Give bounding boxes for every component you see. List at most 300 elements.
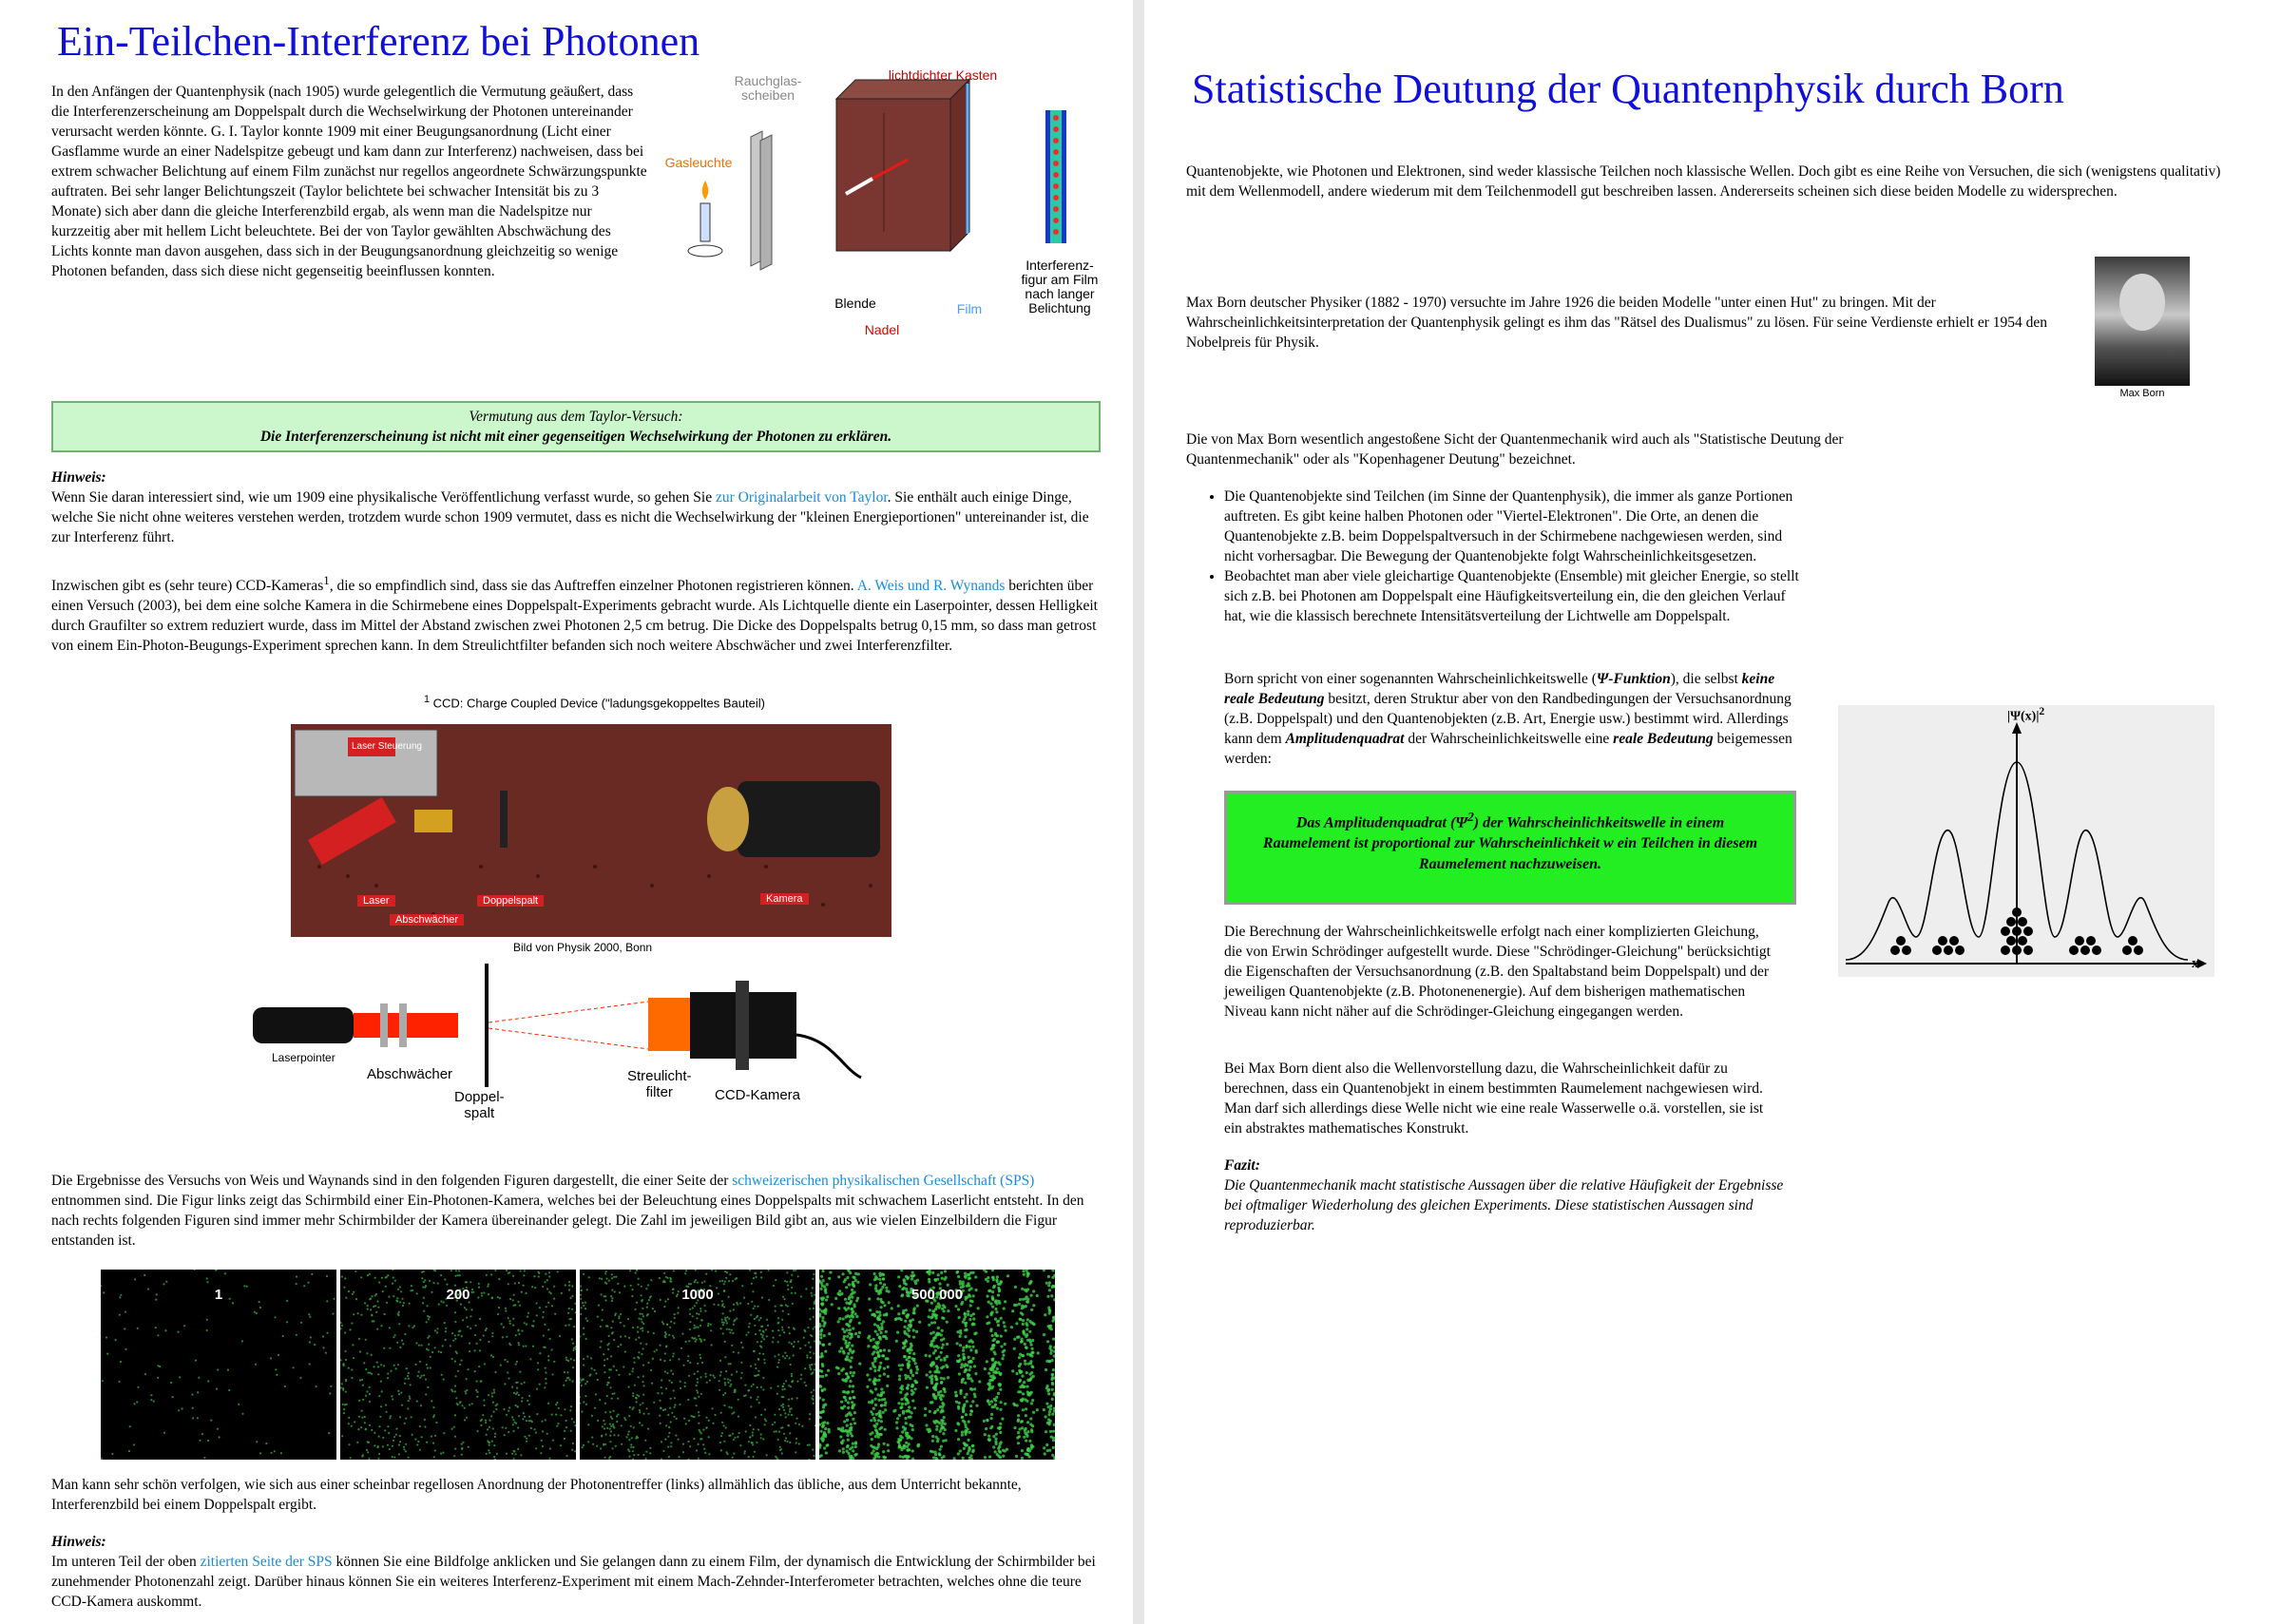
photon-hit bbox=[906, 1387, 909, 1390]
photon-hit bbox=[977, 1307, 980, 1309]
photon-hit bbox=[583, 1444, 585, 1446]
photon-hit bbox=[880, 1404, 883, 1406]
photon-hit bbox=[105, 1336, 107, 1338]
photon-hit bbox=[612, 1423, 614, 1425]
photon-hit bbox=[604, 1411, 606, 1413]
photon-hit bbox=[566, 1377, 568, 1379]
photon-hit bbox=[545, 1378, 546, 1380]
photon-hit bbox=[631, 1437, 633, 1439]
photon-hit bbox=[748, 1456, 750, 1458]
photon-hit bbox=[642, 1394, 644, 1396]
photon-hit bbox=[493, 1391, 495, 1393]
photon-hit bbox=[998, 1450, 1001, 1453]
photon-hit bbox=[837, 1372, 840, 1375]
photon-hit bbox=[348, 1443, 350, 1445]
photon-hit bbox=[733, 1324, 735, 1326]
photon-hit bbox=[541, 1421, 543, 1423]
photon-hit bbox=[199, 1440, 201, 1442]
photon-hit bbox=[853, 1371, 855, 1374]
photon-hit bbox=[898, 1375, 901, 1378]
photon-hit bbox=[814, 1340, 815, 1342]
photon-hit bbox=[968, 1346, 971, 1348]
photon-hit bbox=[908, 1405, 910, 1408]
photon-hit bbox=[785, 1416, 787, 1418]
photon-hit bbox=[508, 1377, 509, 1379]
photon-hit bbox=[957, 1308, 960, 1310]
photon-hit bbox=[276, 1374, 278, 1376]
photon-hit bbox=[840, 1401, 843, 1404]
photon-hit bbox=[853, 1404, 855, 1406]
photon-hit bbox=[990, 1386, 993, 1389]
photon-hit bbox=[1047, 1307, 1050, 1309]
photon-hit bbox=[844, 1399, 847, 1402]
photon-hit bbox=[593, 1369, 595, 1371]
photon-hit bbox=[434, 1270, 436, 1271]
photon-hit bbox=[960, 1366, 963, 1368]
photon-hit bbox=[809, 1366, 811, 1368]
photon-hit bbox=[1029, 1354, 1032, 1357]
photon-hit bbox=[758, 1352, 760, 1354]
photon-hit bbox=[900, 1398, 903, 1401]
photon-hit bbox=[795, 1423, 796, 1424]
photon-hit bbox=[710, 1329, 712, 1331]
photon-hit bbox=[848, 1325, 851, 1328]
candle-holder bbox=[688, 245, 722, 257]
photon-hit bbox=[875, 1310, 878, 1313]
photon-hit bbox=[873, 1456, 876, 1459]
photon-hit bbox=[572, 1343, 574, 1345]
photon-hit bbox=[719, 1389, 720, 1391]
photon-hit bbox=[642, 1381, 643, 1383]
photon-hit bbox=[528, 1435, 530, 1437]
photon-hit bbox=[719, 1280, 721, 1282]
sps-link[interactable]: schweizerischen physikalischen Gesellschaft (SPS) bbox=[732, 1173, 1035, 1189]
photon-hit bbox=[842, 1349, 845, 1352]
photon-hit bbox=[604, 1457, 606, 1459]
photon-hit bbox=[476, 1380, 478, 1382]
photon-hit bbox=[878, 1366, 881, 1369]
photon-hit bbox=[784, 1412, 786, 1414]
photon-hit bbox=[824, 1309, 827, 1312]
photon-hit bbox=[687, 1459, 689, 1460]
photon-hit bbox=[878, 1278, 881, 1281]
photon-hit bbox=[828, 1428, 831, 1431]
photon-hit bbox=[580, 1382, 581, 1384]
photon-hit bbox=[599, 1399, 601, 1401]
photon-hit bbox=[971, 1400, 974, 1403]
photon-hit bbox=[340, 1359, 342, 1361]
photon-hit bbox=[926, 1386, 929, 1389]
photon-hit bbox=[609, 1428, 611, 1430]
photon-hit bbox=[351, 1377, 353, 1379]
photon-hit bbox=[435, 1422, 437, 1423]
photon-hit bbox=[760, 1276, 762, 1278]
photon-hit bbox=[785, 1437, 787, 1439]
photon-hit bbox=[191, 1393, 193, 1395]
weis-wynands-link[interactable]: A. Weis und R. Wynands bbox=[856, 578, 1006, 595]
photon-hit bbox=[580, 1403, 581, 1404]
photon-hit bbox=[972, 1317, 975, 1320]
abschwaecher-block bbox=[414, 810, 452, 832]
photon-hit bbox=[764, 1418, 766, 1420]
photon-hit bbox=[1053, 1409, 1055, 1412]
photon-hit bbox=[454, 1338, 456, 1340]
photon-hit bbox=[210, 1420, 212, 1422]
photon-hit bbox=[1048, 1311, 1051, 1314]
photon-hit bbox=[470, 1281, 471, 1283]
photon-hit bbox=[841, 1378, 844, 1381]
photon-hit bbox=[824, 1427, 827, 1430]
photon-hit bbox=[752, 1431, 754, 1433]
photon-hit bbox=[908, 1356, 910, 1359]
photon-hit bbox=[157, 1334, 159, 1336]
graph-x-label: x bbox=[2192, 956, 2199, 971]
photon-hit bbox=[957, 1354, 960, 1357]
photon-hit bbox=[852, 1449, 854, 1452]
photon-hit bbox=[826, 1444, 829, 1447]
photon-hit bbox=[666, 1324, 668, 1326]
photon-hit bbox=[722, 1324, 724, 1326]
photon-hit bbox=[777, 1439, 779, 1441]
photon-hit bbox=[465, 1390, 467, 1392]
photon-hit bbox=[638, 1351, 640, 1353]
photon-hit bbox=[195, 1360, 197, 1362]
photon-hit bbox=[991, 1334, 994, 1337]
photon-hit bbox=[853, 1422, 856, 1424]
photon-hit bbox=[457, 1404, 459, 1405]
probability-graph-drawing bbox=[1838, 705, 2214, 977]
interference-dot bbox=[1053, 172, 1059, 178]
photon-hit bbox=[724, 1382, 726, 1384]
photon-hit bbox=[991, 1339, 994, 1342]
photon-hit bbox=[1028, 1440, 1031, 1442]
photon-hit bbox=[814, 1327, 815, 1328]
photon-hit bbox=[936, 1278, 939, 1281]
photon-hit bbox=[378, 1453, 380, 1455]
photon-hit bbox=[1013, 1304, 1016, 1307]
photon-hit bbox=[201, 1433, 203, 1435]
photon-hit bbox=[846, 1355, 849, 1358]
photon-hit bbox=[738, 1399, 739, 1401]
photon-hit bbox=[361, 1417, 363, 1419]
photon-hit bbox=[846, 1424, 849, 1427]
photon-hit bbox=[1025, 1414, 1027, 1417]
photon-hit bbox=[760, 1347, 762, 1348]
photon-hit bbox=[866, 1373, 869, 1376]
photon-hit bbox=[757, 1359, 759, 1361]
photon-hit bbox=[703, 1448, 705, 1450]
taylor-original-link[interactable]: zur Originalarbeit von Taylor bbox=[715, 489, 888, 506]
photon-hit bbox=[454, 1321, 456, 1323]
photon-hit bbox=[992, 1435, 995, 1438]
photon-dot bbox=[2018, 936, 2027, 946]
photon-hit bbox=[664, 1439, 666, 1441]
photon-hit bbox=[899, 1391, 902, 1394]
photon-hit bbox=[819, 1325, 822, 1328]
photon-hit bbox=[367, 1274, 369, 1276]
photon-hit bbox=[506, 1414, 508, 1416]
photon-hit bbox=[954, 1305, 957, 1308]
photon-hit bbox=[1021, 1399, 1024, 1402]
photon-hit bbox=[907, 1402, 910, 1404]
photon-hit bbox=[745, 1430, 747, 1432]
photon-hit bbox=[596, 1445, 598, 1447]
photon-hit bbox=[274, 1450, 276, 1452]
photon-hit bbox=[377, 1307, 379, 1309]
photon-hit bbox=[511, 1416, 513, 1418]
photon-hit bbox=[994, 1438, 997, 1441]
photon-hit bbox=[829, 1271, 832, 1273]
photon-hit bbox=[821, 1363, 824, 1366]
photon-hit bbox=[704, 1373, 706, 1375]
photon-hit bbox=[1051, 1413, 1054, 1416]
photon-hit bbox=[933, 1321, 936, 1324]
photon-hit bbox=[914, 1282, 917, 1285]
photon-hit bbox=[632, 1367, 634, 1369]
photon-hit bbox=[491, 1395, 493, 1397]
photon-hit bbox=[647, 1331, 649, 1333]
photon-hit bbox=[813, 1308, 815, 1309]
photon-hit bbox=[760, 1414, 762, 1416]
photon-hit bbox=[941, 1316, 944, 1319]
photon-hit bbox=[810, 1334, 812, 1336]
photon-hit bbox=[651, 1383, 653, 1385]
photon-hit bbox=[680, 1381, 681, 1383]
photon-hit bbox=[797, 1341, 799, 1343]
photon-hit bbox=[722, 1312, 724, 1314]
photon-hit bbox=[519, 1371, 521, 1373]
photon-hit bbox=[689, 1321, 691, 1323]
photon-hit bbox=[436, 1328, 438, 1329]
photon-hit bbox=[930, 1316, 932, 1319]
photon-hit bbox=[402, 1343, 404, 1345]
photo-label-laser: Laser bbox=[357, 895, 395, 907]
photon-hit bbox=[998, 1384, 1001, 1386]
photon-hit bbox=[837, 1320, 840, 1323]
photon-hit bbox=[902, 1410, 905, 1413]
photon-hit bbox=[521, 1400, 523, 1402]
label-nadel: Nadel bbox=[864, 322, 900, 337]
photon-hit bbox=[419, 1425, 421, 1427]
photon-hit bbox=[959, 1449, 962, 1452]
photon-hit bbox=[954, 1394, 957, 1397]
photon-hit bbox=[476, 1391, 478, 1393]
photon-hit bbox=[750, 1397, 752, 1399]
photon-hit bbox=[852, 1390, 854, 1393]
photon-hit bbox=[661, 1379, 662, 1381]
photon-hit bbox=[911, 1428, 914, 1431]
photon-hit bbox=[508, 1320, 510, 1322]
photon-hit bbox=[904, 1374, 907, 1377]
hint2-text-a: Im unteren Teil der oben bbox=[51, 1554, 201, 1570]
photon-hit bbox=[518, 1394, 520, 1396]
interference-dot bbox=[1053, 218, 1059, 223]
photon-hit bbox=[572, 1442, 574, 1444]
photon-hit bbox=[935, 1428, 938, 1431]
photon-hit bbox=[872, 1449, 875, 1452]
photon-hit bbox=[942, 1426, 945, 1429]
photon-hit bbox=[938, 1282, 941, 1285]
photon-hit bbox=[1002, 1354, 1005, 1357]
rauchglas-plate-2 bbox=[760, 135, 772, 270]
photon-hit bbox=[329, 1392, 331, 1394]
photon-hit bbox=[874, 1341, 877, 1344]
photon-hit bbox=[721, 1432, 723, 1434]
photon-hit bbox=[940, 1377, 943, 1380]
photon-hit bbox=[345, 1350, 347, 1352]
photon-hit bbox=[567, 1360, 569, 1362]
photon-hit bbox=[581, 1410, 583, 1412]
photon-hit bbox=[788, 1313, 790, 1315]
photon-hit bbox=[685, 1423, 687, 1424]
photon-hit bbox=[533, 1275, 535, 1277]
photon-hit bbox=[694, 1373, 696, 1375]
box-front bbox=[836, 99, 950, 251]
photon-hit bbox=[178, 1331, 180, 1333]
photon-hit bbox=[770, 1387, 772, 1389]
photon-hit bbox=[343, 1408, 345, 1410]
photon-hit bbox=[660, 1423, 661, 1424]
photon-hit bbox=[939, 1390, 942, 1393]
photon-hit bbox=[698, 1415, 700, 1417]
table-hole bbox=[536, 874, 540, 878]
photon-hit bbox=[466, 1378, 468, 1380]
photon-hit bbox=[897, 1438, 900, 1441]
photon-hit bbox=[809, 1443, 811, 1445]
hint2-block bbox=[51, 1532, 1101, 1612]
photon-hit bbox=[800, 1378, 802, 1380]
photon-hit bbox=[512, 1419, 514, 1421]
photon-hit bbox=[609, 1411, 611, 1413]
photon-hit bbox=[1052, 1446, 1055, 1449]
photon-hit bbox=[941, 1277, 944, 1280]
photon-hit bbox=[943, 1357, 946, 1360]
photon-hit bbox=[617, 1346, 619, 1347]
photon-hit bbox=[1019, 1318, 1022, 1321]
photon-hit bbox=[723, 1283, 725, 1285]
photon-hit bbox=[1045, 1443, 1048, 1446]
photon-hit bbox=[342, 1404, 344, 1405]
photon-hit bbox=[623, 1417, 625, 1419]
photon-hit bbox=[991, 1405, 994, 1408]
photon-hit bbox=[428, 1349, 430, 1351]
photon-hit bbox=[905, 1422, 908, 1424]
photon-hit bbox=[548, 1271, 550, 1273]
photon-hit bbox=[708, 1453, 710, 1455]
photon-hit bbox=[987, 1276, 989, 1279]
photon-hit bbox=[932, 1331, 935, 1334]
photon-hit bbox=[427, 1315, 429, 1317]
photon-hit bbox=[869, 1309, 872, 1311]
photon-hit bbox=[424, 1279, 426, 1281]
photon-hit bbox=[786, 1271, 788, 1273]
photon-hit bbox=[973, 1387, 976, 1390]
photon-hit bbox=[764, 1408, 766, 1410]
photon-hit bbox=[433, 1456, 435, 1458]
photon-hit bbox=[1031, 1351, 1034, 1354]
photon-hit bbox=[738, 1416, 739, 1418]
photon-hit bbox=[424, 1425, 426, 1427]
photon-hit bbox=[942, 1420, 945, 1423]
photon-hit bbox=[688, 1340, 690, 1342]
photon-hit bbox=[606, 1395, 608, 1397]
photon-hit bbox=[639, 1411, 641, 1413]
photon-hit bbox=[1031, 1424, 1034, 1427]
photon-hit bbox=[366, 1390, 368, 1392]
bullet-item: • Die Quantenobjekte sind Teilchen (im Sinne der Quantenphysik), die immer als ganze Portionen auftreten. Es gibt keine halben Photonen oder "Viertel-Elektronen". Die Orte, an denen die Quantenobjekte z.B. beim Doppelspaltversuch in der Schirmebene nachgewiesen werden, sind nicht vorhersagbar. Die Bewegung der Quantenobjekte folgt Wahrscheinlichkeitsgesetzen. bbox=[1224, 487, 1804, 566]
photon-hit bbox=[896, 1417, 899, 1420]
photon-hit bbox=[811, 1373, 813, 1375]
label-rauchglas: Rauchglas- scheiben bbox=[734, 73, 802, 103]
photon-hit bbox=[726, 1328, 728, 1330]
photon-hit bbox=[652, 1308, 654, 1309]
photon-hit bbox=[907, 1364, 910, 1366]
photon-hit bbox=[507, 1371, 508, 1373]
photon-hit bbox=[854, 1332, 857, 1335]
photon-hit bbox=[874, 1404, 877, 1406]
photon-hit bbox=[1000, 1317, 1003, 1320]
photon-hit bbox=[560, 1414, 562, 1416]
photon-hit bbox=[852, 1310, 854, 1313]
photon-hit bbox=[873, 1446, 876, 1449]
photon-hit bbox=[673, 1389, 675, 1391]
photon-hit bbox=[532, 1346, 534, 1347]
photon-hit bbox=[308, 1313, 310, 1315]
photon-hit bbox=[216, 1388, 218, 1390]
photon-hit bbox=[410, 1384, 412, 1385]
table-hole bbox=[593, 865, 597, 869]
photon-hit bbox=[683, 1418, 685, 1420]
photon-hit bbox=[995, 1396, 998, 1399]
photon-hit bbox=[854, 1312, 857, 1315]
photon-hit bbox=[409, 1398, 411, 1400]
sps-page-link[interactable]: zitierten Seite der SPS bbox=[200, 1554, 333, 1570]
photon-hit bbox=[632, 1395, 634, 1397]
photon-hit bbox=[700, 1432, 702, 1434]
photon-hit bbox=[1015, 1455, 1018, 1458]
psi-text-b: ), die selbst bbox=[1670, 671, 1742, 687]
photon-hit bbox=[625, 1436, 627, 1438]
photon-hit bbox=[721, 1422, 723, 1423]
photon-hit bbox=[696, 1385, 698, 1386]
psi-paragraph bbox=[1224, 669, 1806, 769]
photon-hit bbox=[479, 1349, 481, 1351]
photon-hit bbox=[389, 1448, 391, 1450]
photon-hit bbox=[645, 1451, 647, 1453]
photon-hit bbox=[777, 1329, 779, 1331]
photon-hit bbox=[700, 1357, 701, 1359]
photon-hit bbox=[340, 1328, 342, 1329]
photon-hit bbox=[968, 1368, 970, 1371]
photon-hit bbox=[907, 1313, 910, 1316]
photon-hit bbox=[1051, 1373, 1054, 1376]
photon-hit bbox=[682, 1365, 684, 1366]
photon-hit bbox=[755, 1367, 757, 1369]
photon-hit bbox=[511, 1453, 513, 1455]
photon-hit bbox=[910, 1277, 913, 1280]
photon-hit bbox=[537, 1362, 539, 1364]
photon-hit bbox=[1048, 1327, 1051, 1329]
photon-hit bbox=[573, 1347, 575, 1349]
photon-hit bbox=[1044, 1313, 1046, 1316]
photon-hit bbox=[1026, 1421, 1029, 1423]
photon-hit bbox=[492, 1427, 494, 1429]
photon-hit bbox=[760, 1386, 762, 1388]
photon-hit bbox=[356, 1442, 358, 1443]
photon-hit bbox=[791, 1375, 793, 1377]
photon-hit bbox=[466, 1316, 468, 1318]
photon-hit bbox=[583, 1358, 585, 1360]
